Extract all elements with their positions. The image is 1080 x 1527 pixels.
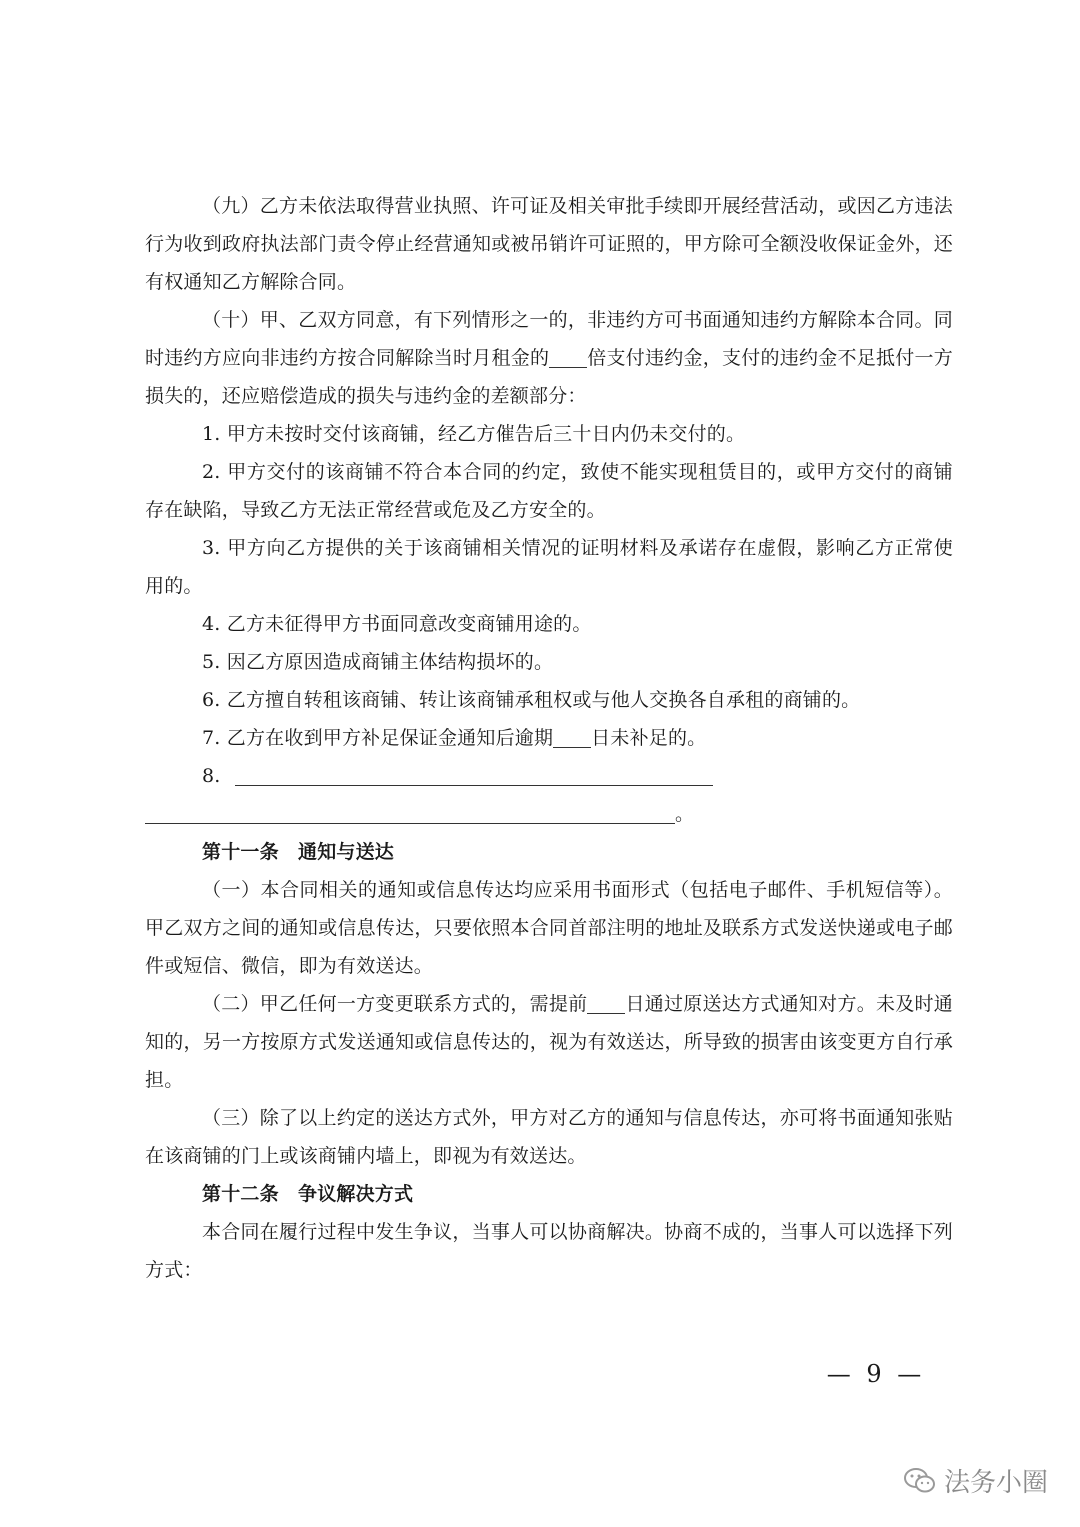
article-11-heading: 第十一条 通知与送达 (202, 841, 395, 863)
watermark-text: 法务小圈 (944, 1468, 1049, 1498)
list-item-6-text: 6. 乙方擅自转租该商铺、转让该商铺承租权或与他人交换各自承租的商铺的。 (202, 689, 861, 711)
list-item-8 (145, 757, 953, 795)
list-item-8-end: 。 (675, 803, 695, 825)
list-item-2-text: 2. 甲方交付的该商铺不符合本合同的约定，致使不能实现租赁目的，或甲方交付的商铺存在缺陷，导致乙方无法正常经营或危及乙方安全的。 (145, 461, 953, 521)
wechat-icon (904, 1467, 936, 1495)
clause-10 (145, 301, 953, 415)
clause-9 (145, 187, 953, 301)
blank-days (553, 725, 591, 748)
list-item-8-continuation (145, 795, 953, 833)
fill-in-line-continued (145, 799, 675, 824)
article-11-clause-2-text-b: 日通过原送达方式通知对方。未及时通知的，另一方按原方式发送通知或信息传达的，视为有效送达，所导致的损害由该变更方自行承担。 (145, 993, 953, 1091)
list-item-4 (145, 605, 953, 643)
list-item-3 (145, 529, 953, 605)
clause-9-text: （九）乙方未依法取得营业执照、许可证及相关审批手续即开展经营活动，或因乙方违法行为收到政府执法部门责令停止经营通知或被吊销许可证照的，甲方除可全额没收保证金外，还有权通知乙方解除合同。 (145, 195, 953, 293)
article-11-clause-1 (145, 871, 953, 985)
page-number: — 9 — (826, 1360, 926, 1388)
list-item-1-text: 1. 甲方未按时交付该商铺，经乙方催告后三十日内仍未交付的。 (202, 423, 746, 445)
fill-in-line (235, 761, 713, 786)
article-11-clause-3 (145, 1099, 953, 1175)
list-item-4-text: 4. 乙方未征得甲方书面同意改变商铺用途的。 (202, 613, 592, 635)
article-11-clause-2 (145, 985, 953, 1099)
list-item-1 (145, 415, 953, 453)
article-12-heading: 第十二条 争议解决方式 (202, 1183, 414, 1205)
watermark (904, 1462, 1048, 1499)
list-item-2 (145, 453, 953, 529)
clause-10-text-b: 倍支付违约金，支付的违约金不足抵付一方损失的，还应赔偿造成的损失与违约金的差额部分： (145, 347, 953, 407)
list-item-7 (145, 719, 953, 757)
article-11-clause-3-text: （三）除了以上约定的送达方式外，甲方对乙方的通知与信息传达，亦可将书面通知张贴在该商铺的门上或该商铺内墙上，即视为有效送达。 (145, 1107, 953, 1167)
list-item-8-label: 8. (202, 765, 221, 787)
list-item-7-text-a: 7. 乙方在收到甲方补足保证金通知后逾期 (202, 727, 554, 749)
document-body (145, 187, 953, 1289)
list-item-5 (145, 643, 953, 681)
list-item-6 (145, 681, 953, 719)
blank-multiplier (549, 345, 587, 368)
list-item-7-text-b: 日未补足的。 (591, 727, 707, 749)
article-12-clause-1-text: 本合同在履行过程中发生争议，当事人可以协商解决。协商不成的，当事人可以选择下列方式： (145, 1221, 953, 1281)
blank-notice-days (587, 991, 625, 1014)
list-item-3-text: 3. 甲方向乙方提供的关于该商铺相关情况的证明材料及承诺存在虚假，影响乙方正常使用的。 (145, 537, 953, 597)
list-item-5-text: 5. 因乙方原因造成商铺主体结构损坏的。 (202, 651, 554, 673)
article-11-clause-1-text: （一）本合同相关的通知或信息传达均应采用书面形式（包括电子邮件、手机短信等）。甲乙双方之间的通知或信息传达，只要依照本合同首部注明的地址及联系方式发送快递或电子邮件或短信、微信，即为有效送达。 (145, 879, 953, 977)
article-11-clause-2-text-a: （二）甲乙任何一方变更联系方式的，需提前 (202, 993, 588, 1015)
clause-10-text-a: （十）甲、乙双方同意，有下列情形之一的，非违约方可书面通知违约方解除本合同。同时违约方应向非违约方按合同解除当时月租金的 (145, 309, 953, 369)
article-12-clause-1 (145, 1213, 953, 1289)
